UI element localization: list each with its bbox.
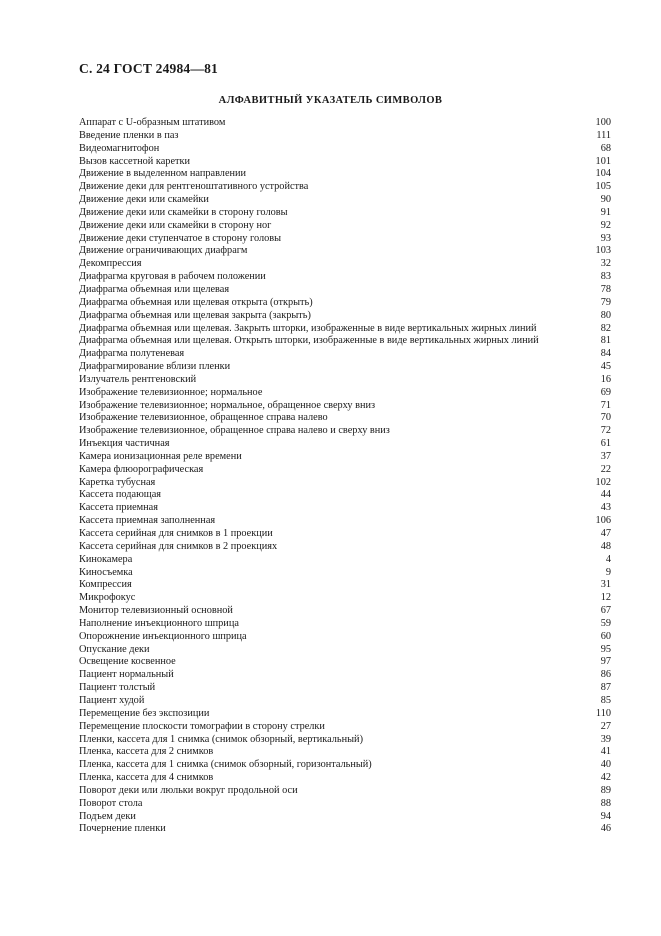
entry-symbol-number: 44 — [600, 489, 611, 501]
index-entry — [79, 258, 611, 271]
entry-name: Диафрагма круговая в рабочем положении — [79, 271, 266, 283]
entry-symbol-number: 22 — [600, 463, 611, 475]
entry-symbol-number: 48 — [600, 540, 611, 552]
index-entry — [79, 541, 611, 554]
index-entry — [79, 130, 611, 143]
entry-name: Движение деки для рентгеноштативного устройства — [79, 181, 309, 193]
index-entry — [79, 682, 611, 695]
index-entry — [79, 528, 611, 541]
entry-symbol-number: 89 — [600, 784, 611, 796]
index-entry — [79, 117, 611, 130]
entry-name: Поворот стола — [79, 797, 143, 809]
index-entry — [79, 798, 611, 811]
index-entry — [79, 656, 611, 669]
entry-symbol-number: 91 — [600, 206, 611, 218]
index-entry — [79, 335, 611, 348]
index-entry — [79, 400, 611, 413]
entry-name: Диафрагмирование вблизи пленки — [79, 361, 231, 373]
index-entry — [79, 451, 611, 464]
entry-name: Инъекция частичная — [79, 438, 170, 450]
index-entry — [79, 734, 611, 747]
index-entry — [79, 156, 611, 169]
index-entry — [79, 361, 611, 374]
index-entry — [79, 579, 611, 592]
entry-name: Движение деки или скамейки — [79, 194, 209, 206]
index-entry — [79, 168, 611, 181]
entry-symbol-number: 37 — [600, 450, 611, 462]
index-entry — [79, 592, 611, 605]
entry-name: Движение в выделенном направлении — [79, 168, 247, 180]
page-header: С. 24 ГОСТ 24984—81 — [79, 61, 218, 76]
entry-name: Диафрагма объемная или щелевая. Открыть шторки, изображенные в виде вертикальных жирных линий — [79, 335, 539, 347]
entry-name: Пленка, кассета для 4 снимков — [79, 772, 214, 784]
entry-name: Перемещение плоскости томографии в сторону стрелки — [79, 720, 325, 732]
entry-name: Диафрагма объемная или щелевая — [79, 283, 230, 295]
entry-name: Диафрагма полутеневая — [79, 348, 185, 360]
entry-symbol-number: 41 — [600, 746, 611, 758]
index-entry — [79, 181, 611, 194]
index-entry — [79, 746, 611, 759]
entry-name: Пленка, кассета для 1 снимка (снимок обзорный, горизонтальный) — [79, 759, 372, 771]
index-entry — [79, 438, 611, 451]
index-entry — [79, 194, 611, 207]
entry-symbol-number: 72 — [600, 425, 611, 437]
entry-name: Пленка, кассета для 2 снимков — [79, 746, 214, 758]
index-entry — [79, 772, 611, 785]
index-entry — [79, 785, 611, 798]
entry-name: Наполнение инъекционного шприца — [79, 617, 239, 629]
entry-name: Пленки, кассета для 1 снимка (снимок обзорный, вертикальный) — [79, 733, 363, 745]
index-entry — [79, 374, 611, 387]
entry-symbol-number: 95 — [600, 643, 611, 655]
entry-name: Кассета серийная для снимков в 2 проекциях — [79, 540, 278, 552]
entry-name: Диафрагма объемная или щелевая закрыта (закрыть) — [79, 309, 311, 321]
entry-symbol-number: 60 — [600, 630, 611, 642]
entry-symbol-number: 110 — [595, 707, 611, 719]
entry-name: Изображение телевизионное; нормальное, обращенное сверху вниз — [79, 399, 376, 411]
entry-symbol-number: 83 — [600, 271, 611, 283]
entry-name: Камера ионизационная реле времени — [79, 450, 242, 462]
index-entry — [79, 220, 611, 233]
index-title: АЛФАВИТНЫЙ УКАЗАТЕЛЬ СИМВОЛОВ — [218, 95, 443, 106]
entry-symbol-number: 69 — [600, 386, 611, 398]
index-entry — [79, 502, 611, 515]
index-entry — [79, 143, 611, 156]
entry-symbol-number: 4 — [605, 553, 611, 565]
index-entry — [79, 425, 611, 438]
entry-name: Излучатель рентгеновский — [79, 373, 197, 385]
index-entry — [79, 297, 611, 310]
entry-symbol-number: 59 — [600, 617, 611, 629]
index-entry — [79, 387, 611, 400]
entry-name: Микрофокус — [79, 592, 136, 604]
entry-symbol-number: 61 — [600, 438, 611, 450]
index-entry — [79, 271, 611, 284]
entry-symbol-number: 12 — [600, 592, 611, 604]
entry-name: Подъем деки — [79, 810, 136, 822]
index-entry — [79, 759, 611, 772]
entry-name: Пациент худой — [79, 694, 145, 706]
entry-symbol-number: 79 — [600, 296, 611, 308]
entry-symbol-number: 103 — [595, 245, 611, 257]
index-entry — [79, 618, 611, 631]
entry-symbol-number: 87 — [600, 682, 611, 694]
index-entry — [79, 284, 611, 297]
entry-symbol-number: 16 — [600, 373, 611, 385]
entry-name: Движение ограничивающих диафрагм — [79, 245, 248, 257]
index-entry — [79, 823, 611, 836]
index-entry — [79, 348, 611, 361]
entry-symbol-number: 85 — [600, 694, 611, 706]
entry-symbol-number: 40 — [600, 759, 611, 771]
entry-symbol-number: 84 — [600, 348, 611, 360]
entry-name: Декомпрессия — [79, 258, 142, 270]
index-entry — [79, 811, 611, 824]
entry-name: Кассета приемная — [79, 502, 158, 514]
entry-symbol-number: 100 — [595, 117, 611, 128]
entry-symbol-number: 93 — [600, 232, 611, 244]
entry-name: Поворот деки или люльки вокруг продольной оси — [79, 784, 298, 796]
entry-name: Вызов кассетной каретки — [79, 155, 191, 167]
entry-name: Изображение телевизионное, обращенное справа налево — [79, 412, 328, 424]
entry-symbol-number: 46 — [600, 823, 611, 835]
entry-name: Видеомагнитофон — [79, 142, 160, 154]
index-entry — [79, 605, 611, 618]
entry-symbol-number: 47 — [600, 528, 611, 539]
entry-name: Перемещение без экспозиции — [79, 707, 210, 719]
entry-name: Опорожнение инъекционного шприца — [79, 630, 247, 642]
index-entry — [79, 323, 611, 336]
entry-symbol-number: 111 — [596, 129, 611, 141]
entry-symbol-number: 39 — [600, 733, 611, 745]
index-entry — [79, 695, 611, 708]
index-entry — [79, 207, 611, 220]
entry-symbol-number: 105 — [595, 181, 611, 193]
entry-name: Монитор телевизионный основной — [79, 605, 233, 617]
entry-symbol-number: 94 — [600, 810, 611, 822]
entry-symbol-number: 42 — [600, 772, 611, 784]
entry-symbol-number: 104 — [595, 168, 611, 180]
entry-symbol-number: 68 — [600, 142, 611, 154]
entry-symbol-number: 27 — [600, 720, 611, 732]
entry-name: Изображение телевизионное; нормальное — [79, 386, 263, 398]
entry-name: Введение пленки в паз — [79, 129, 179, 141]
entry-name: Опускание деки — [79, 643, 150, 655]
index-entry — [79, 464, 611, 477]
entry-symbol-number: 106 — [595, 515, 611, 527]
index-entry — [79, 721, 611, 734]
index-entry — [79, 233, 611, 246]
index-list — [79, 117, 611, 836]
index-entry — [79, 310, 611, 323]
entry-name: Кассета подающая — [79, 489, 162, 501]
entry-name: Движение деки ступенчатое в сторону головы — [79, 232, 282, 244]
entry-name: Кассета серийная для снимков в 1 проекции — [79, 528, 273, 539]
entry-name: Диафрагма объемная или щелевая открыта (открыть) — [79, 296, 313, 308]
entry-symbol-number: 90 — [600, 194, 611, 206]
entry-name: Каретка тубусная — [79, 476, 156, 488]
entry-symbol-number: 92 — [600, 219, 611, 231]
entry-symbol-number: 88 — [600, 797, 611, 809]
index-entry — [79, 477, 611, 490]
entry-symbol-number: 101 — [595, 155, 611, 167]
index-entry — [79, 669, 611, 682]
entry-name: Аппарат с U-образным штативом — [79, 117, 226, 128]
index-entry — [79, 245, 611, 258]
entry-symbol-number: 86 — [600, 669, 611, 681]
entry-name: Движение деки или скамейки в сторону головы — [79, 206, 288, 218]
index-entry — [79, 515, 611, 528]
entry-symbol-number: 102 — [595, 476, 611, 488]
entry-symbol-number: 81 — [600, 335, 611, 347]
index-entry — [79, 708, 611, 721]
entry-name: Пациент толстый — [79, 682, 156, 694]
entry-name: Кассета приемная заполненная — [79, 515, 216, 527]
entry-symbol-number: 67 — [600, 605, 611, 617]
entry-name: Освещение косвенное — [79, 656, 176, 668]
entry-name: Пациент нормальный — [79, 669, 174, 681]
entry-name: Почернение пленки — [79, 823, 166, 835]
index-entry — [79, 567, 611, 580]
entry-symbol-number: 78 — [600, 283, 611, 295]
entry-name: Движение деки или скамейки в сторону ног — [79, 219, 272, 231]
entry-name: Кинокамера — [79, 553, 133, 565]
index-entry — [79, 489, 611, 502]
entry-name: Компрессия — [79, 579, 132, 591]
entry-name: Киносъемка — [79, 566, 133, 578]
entry-name: Камера флюорографическая — [79, 463, 204, 475]
entry-symbol-number: 80 — [600, 309, 611, 321]
index-entry — [79, 554, 611, 567]
index-entry — [79, 644, 611, 657]
entry-name: Изображение телевизионное, обращенное справа налево и сверху вниз — [79, 425, 390, 437]
entry-symbol-number: 71 — [600, 399, 611, 411]
entry-symbol-number: 70 — [600, 412, 611, 424]
entry-symbol-number: 97 — [600, 656, 611, 668]
entry-name: Диафрагма объемная или щелевая. Закрыть шторки, изображенные в виде вертикальных жирных линий — [79, 322, 537, 334]
entry-symbol-number: 32 — [600, 258, 611, 270]
entry-symbol-number: 9 — [605, 566, 611, 578]
index-entry — [79, 412, 611, 425]
entry-symbol-number: 43 — [600, 502, 611, 514]
entry-symbol-number: 82 — [600, 322, 611, 334]
entry-symbol-number: 31 — [600, 579, 611, 591]
entry-symbol-number: 45 — [600, 361, 611, 373]
index-entry — [79, 631, 611, 644]
